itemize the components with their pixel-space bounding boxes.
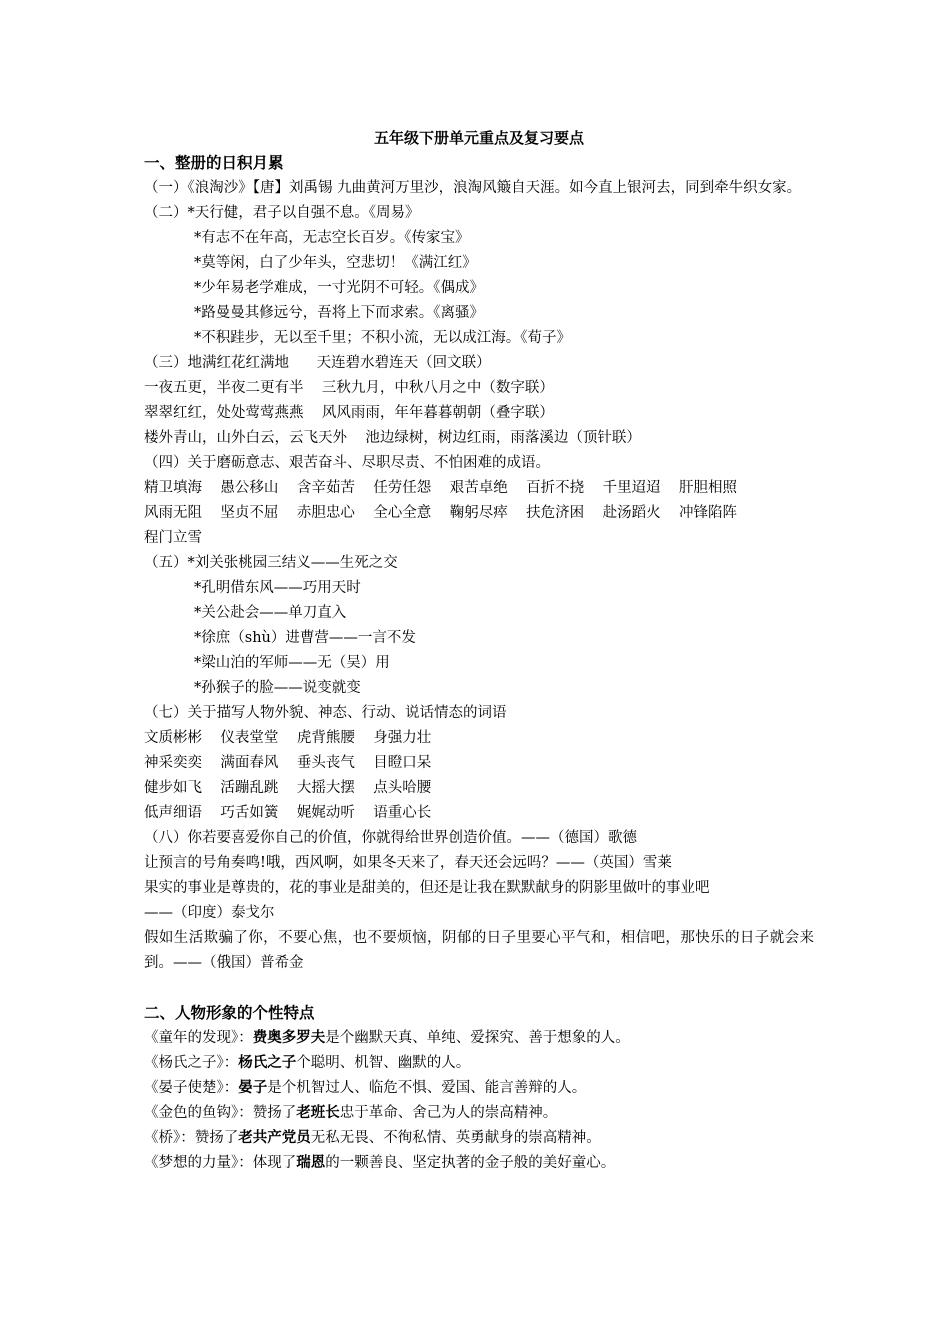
description-words-line: 健步如飞 活蹦乱跳 大摇大摆 点头哈腰: [144, 780, 432, 796]
couplet-line: 一夜五更，半夜二更有半 三秋九月，中秋八月之中（数字联）: [144, 380, 554, 396]
description-words-line: （七）关于描写人物外貌、神态、行动、说话情态的词语: [144, 705, 507, 721]
character-traits: 的一颗善良、坚定执著的金子般的美好童心。: [325, 1155, 616, 1171]
character-source: 《杨氏之子》：: [144, 1055, 239, 1071]
xiehouyu-line: （五）*刘关张桃园三结义——生死之交: [144, 555, 398, 571]
section-heading-2: 二、人物形象的个性特点: [144, 1004, 315, 1022]
description-words-line: 低声细语 巧舌如簧 娓娓动听 语重心长: [144, 805, 432, 821]
character-traits: 忠于革命、舍己为人的崇高精神。: [339, 1105, 558, 1121]
character-name: 瑞恩: [296, 1155, 326, 1171]
couplet-line: 楼外青山，山外白云，云飞天外 池边绿树，树边红雨，雨落溪边（顶针联）: [144, 430, 641, 446]
proverb-line: *不积跬步，无以至千里；不积小流，无以成江海。《荀子》: [194, 330, 571, 346]
proverb-line: （二）*天行健，君子以自强不息。《周易》: [144, 205, 420, 221]
character-name: 老共产党员: [238, 1130, 311, 1146]
couplet-line: （三）地满红花红满地 天连碧水碧连天（回文联）: [144, 355, 491, 371]
xiehouyu-line: *关公赴会——单刀直入: [194, 605, 347, 621]
section-spacer: [144, 976, 814, 1001]
character-name: 晏子: [238, 1080, 268, 1096]
couplet-line: 翠翠红红，处处莺莺燕燕 风风雨雨，年年暮暮朝朝（叠字联）: [144, 405, 554, 421]
idiom-line: 程门立雪: [144, 530, 202, 546]
quote-line: ——（印度）泰戈尔: [144, 905, 275, 921]
character-line: [144, 1051, 814, 1076]
idiom-line: 风雨无阻 坚贞不屈 赤胆忠心 全心全意 鞠躬尽瘁 扶危济困 赴汤蹈火 冲锋陷阵: [144, 505, 738, 521]
character-name: 老班长: [296, 1105, 340, 1121]
description-words-line: 文质彬彬 仪表堂堂 虎背熊腰 身强力壮: [144, 730, 432, 746]
quote-line: （八）你若要喜爱你自己的价值，你就得给世界创造价值。——（德国）歌德: [144, 830, 637, 846]
quote-line: 让预言的号角奏鸣!哦，西风啊，如果冬天来了，春天还会远吗？——（英国）雪莱: [144, 855, 672, 871]
character-source: 《金色的鱼钩》：赞扬了: [144, 1105, 297, 1121]
character-source: 《晏子使楚》：: [144, 1080, 239, 1096]
xiehouyu-line: *徐庶（shù）进曹营——一言不发: [194, 630, 416, 646]
character-name: 费奥多罗夫: [252, 1030, 326, 1046]
character-line: [144, 1126, 814, 1151]
character-line: [144, 1151, 814, 1176]
character-traits: 无私无畏、不徇私情、英勇献身的崇高精神。: [310, 1130, 601, 1146]
xiehouyu-line: *梁山泊的军师——无（吴）用: [194, 655, 390, 671]
proverb-line: *莫等闲，白了少年头，空悲切！《满江红》: [194, 255, 477, 271]
idiom-line: （四）关于磨砺意志、艰苦奋斗、尽职尽责、不怕困难的成语。: [144, 455, 550, 471]
description-words-line: 神采奕奕 满面春风 垂头丧气 目瞪口呆: [144, 755, 432, 771]
character-name: 杨氏之子: [238, 1055, 297, 1071]
proverb-line: *路曼曼其修远兮，吾将上下而求索。《离骚》: [194, 305, 484, 321]
character-source: 《桥》：赞扬了: [144, 1130, 239, 1146]
character-source: 《童年的发现》：: [144, 1030, 253, 1046]
quote-paragraph: 假如生活欺骗了你，不要心焦，也不要烦恼，阴郁的日子里要心平气和，相信吧，那快乐的日子就会来到。——（俄国）普希金: [144, 930, 814, 971]
character-traits: 是个幽默天真、单纯、爱探究、善于想象的人。: [325, 1030, 630, 1046]
document-title: 五年级下册单元重点及复习要点: [373, 129, 584, 147]
character-traits: 个聪明、机智、幽默的人。: [296, 1055, 471, 1071]
character-line: [144, 1101, 814, 1126]
poem-paragraph: （一）《浪淘沙》【唐】刘禹锡 九曲黄河万里沙，浪淘风簸自天涯。如今直上银河去，同到牵牛织女家。: [144, 180, 802, 196]
idiom-line: 精卫填海 愚公移山 含辛茹苦 任劳任怨 艰苦卓绝 百折不挠 千里迢迢 肝胆相照: [144, 480, 738, 496]
character-traits: 是个机智过人、临危不惧、爱国、能言善辩的人。: [267, 1080, 587, 1096]
proverb-line: *有志不在年高，无志空长百岁。《传家宝》: [194, 230, 470, 246]
xiehouyu-line: *孙猴子的脸——说变就变: [194, 680, 361, 696]
proverb-line: *少年易老学难成，一寸光阴不可轻。《偶成》: [194, 280, 484, 296]
character-source: 《梦想的力量》：体现了: [144, 1155, 297, 1171]
xiehouyu-line: *孔明借东风——巧用天时: [194, 580, 361, 596]
document-page: [144, 126, 814, 1176]
section-heading-1: 一、整册的日积月累: [144, 154, 284, 172]
quote-line: 果实的事业是尊贵的，花的事业是甜美的，但还是让我在默默献身的阴影里做叶的事业吧: [144, 880, 710, 896]
character-line: [144, 1076, 814, 1101]
character-line: [144, 1026, 814, 1051]
